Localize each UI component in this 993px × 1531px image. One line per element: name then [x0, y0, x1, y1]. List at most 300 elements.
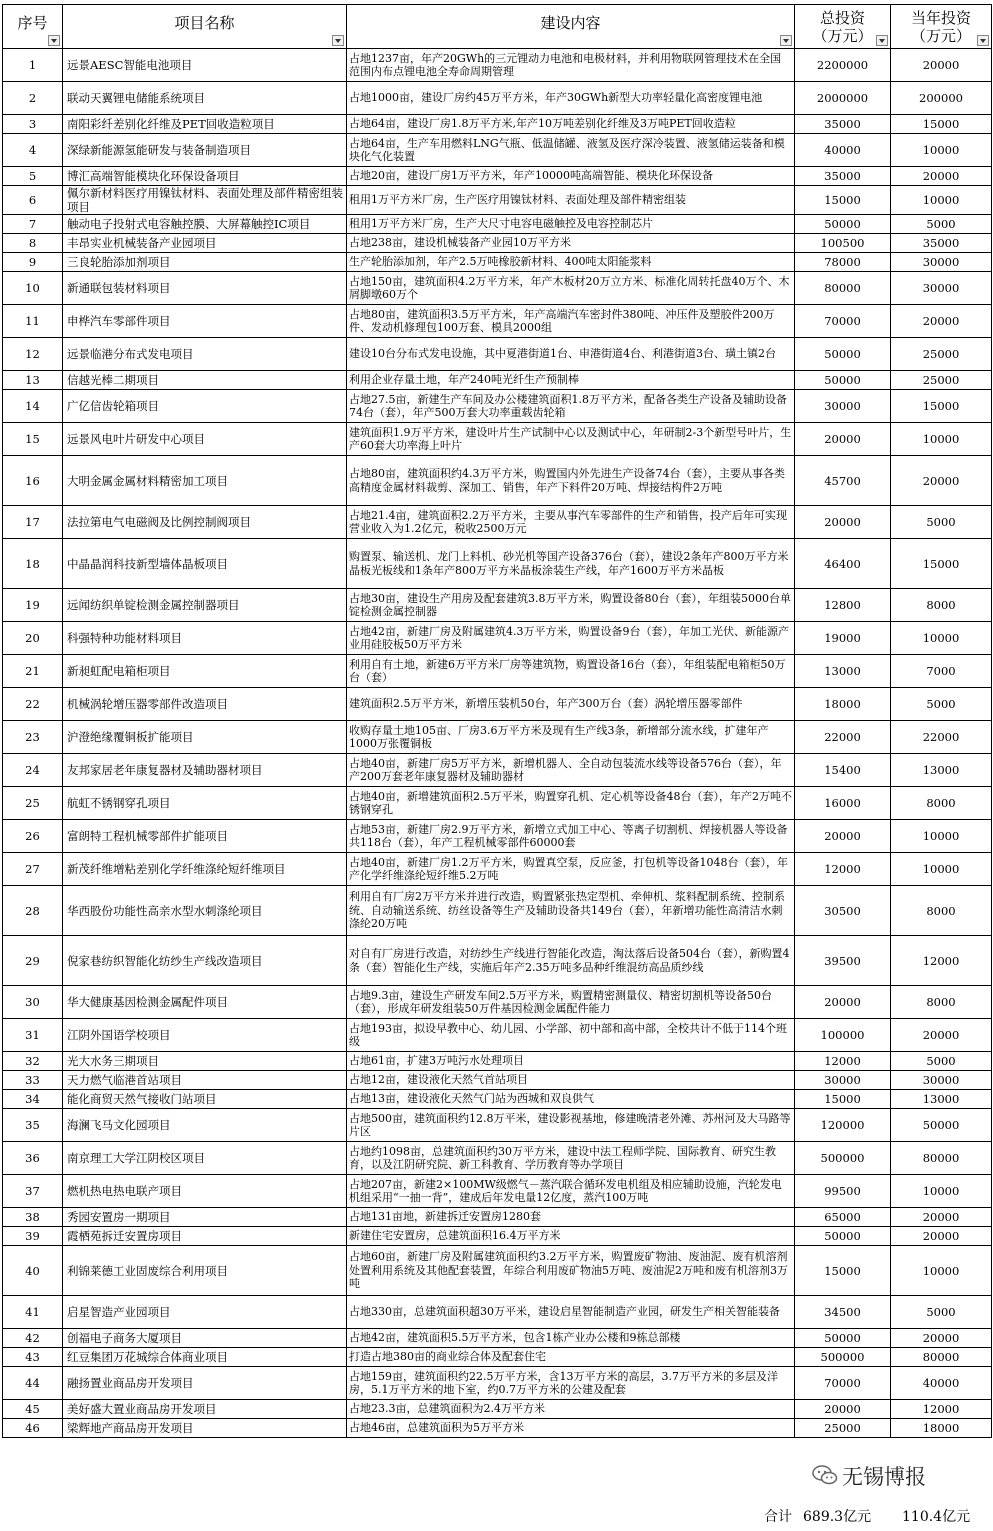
project-description[interactable]: 占地1237亩，年产20GWh的三元锂动力电池和电极材料，并利用物联网管理技术在全国范围内布点锂电池全寿命周期管理 [347, 49, 795, 82]
row-number[interactable]: 26 [3, 820, 63, 853]
row-number[interactable]: 1 [3, 49, 63, 82]
row-number[interactable]: 39 [3, 1227, 63, 1246]
table-row [3, 49, 992, 82]
table-row [3, 234, 992, 253]
row-number[interactable]: 16 [3, 456, 63, 506]
project-name[interactable]: 霞栖苑拆迁安置房项目 [63, 1227, 347, 1246]
project-description[interactable]: 利用自有厂房2万平方米并进行改造，购置紧张热定型机、牵伸机、浆料配制系统、控制系统、自动输送系统、纺丝设备等生产及辅助设备共149台（套），年新增功能性高清洁水刺涤纶20万吨 [347, 886, 795, 936]
project-description[interactable]: 占地27.5亩，新建生产车间及办公楼建筑面积1.8万平方米，配备各类生产设备及辅助设备74台（套），年产500万套大功率重载齿轮箱 [347, 390, 795, 423]
annual-investment[interactable]: 20000 [891, 305, 992, 338]
total-investment[interactable]: 100500 [795, 234, 891, 253]
project-description[interactable]: 占地1000亩，建设厂房约45万平方米，年产30GWh新型大功率轻量化高密度锂电池 [347, 82, 795, 115]
table-row [3, 338, 992, 371]
project-name[interactable]: 利锦莱德工业固废综合利用项目 [63, 1246, 347, 1296]
annual-investment[interactable]: 25000 [891, 371, 992, 390]
total-investment[interactable]: 70000 [795, 1367, 891, 1400]
project-description[interactable]: 占地150亩，建筑面积4.2万平方米，年产木板材20万立方米、标准化周转托盘40万个、木屑脚墩60万个 [347, 272, 795, 305]
total-investment[interactable]: 45700 [795, 456, 891, 506]
project-name[interactable]: 航虹不锈钢穿孔项目 [63, 787, 347, 820]
annual-investment[interactable]: 5000 [891, 506, 992, 539]
table-row [3, 936, 992, 986]
header-year-unit: （万元） [910, 26, 971, 45]
table-row [3, 886, 992, 936]
annual-investment[interactable]: 15000 [891, 115, 992, 134]
project-description[interactable]: 占地46亩，总建筑面积为5万平方米 [347, 1419, 795, 1438]
project-description[interactable]: 占地40亩，新增建筑面积2.5万平米，购置穿孔机、定心机等设备48台（套），年产2万吨不锈钢穿孔 [347, 787, 795, 820]
row-number[interactable]: 14 [3, 390, 63, 423]
table-row [3, 1109, 992, 1142]
row-number[interactable]: 45 [3, 1400, 63, 1419]
row-number[interactable]: 4 [3, 134, 63, 167]
project-name[interactable]: 博汇高端智能模块化环保设备项目 [63, 167, 347, 186]
total-investment[interactable]: 15000 [795, 1090, 891, 1109]
project-name[interactable]: 友邦家居老年康复器材及辅助器材项目 [63, 754, 347, 787]
project-description[interactable]: 占地64亩，生产车用燃料LNG气瓶、低温储罐、液氢及医疗深冷装置、液氢储运装备和模块化气化装置 [347, 134, 795, 167]
total-investment[interactable]: 500000 [795, 1142, 891, 1175]
project-name[interactable]: 中晶晶润科技新型墙体晶板项目 [63, 539, 347, 589]
project-name[interactable]: 美好盛大置业商品房开发项目 [63, 1400, 347, 1419]
table-body [3, 49, 992, 1438]
project-description[interactable]: 占地159亩，建筑面积约22.5万平方米，含13万平方米的高层，3.7万平方米的多层及洋房，5.1万平方米的地下室，约0.7万平方米的公建及配套 [347, 1367, 795, 1400]
row-number[interactable]: 44 [3, 1367, 63, 1400]
project-name[interactable]: 科强特种功能材料项目 [63, 622, 347, 655]
filter-dropdown-icon[interactable] [332, 35, 344, 46]
annual-investment[interactable]: 30000 [891, 1071, 992, 1090]
project-description[interactable]: 对自有厂房进行改造，对纺纱生产线进行智能化改造，淘汰落后设备504台（套），新购置4条（套）智能化生产线，实施后年产2.35万吨多品种纤维混纺高品质纱线 [347, 936, 795, 986]
table-row [3, 986, 992, 1019]
annual-investment[interactable]: 200000 [891, 82, 992, 115]
annual-investment[interactable]: 13000 [891, 1090, 992, 1109]
row-number[interactable]: 32 [3, 1052, 63, 1071]
table-row [3, 1227, 992, 1246]
project-name[interactable]: 联动天翼锂电储能系统项目 [63, 82, 347, 115]
project-name[interactable]: 创福电子商务大厦项目 [63, 1329, 347, 1348]
row-number[interactable]: 3 [3, 115, 63, 134]
table-row [3, 1019, 992, 1052]
table-row [3, 82, 992, 115]
row-number[interactable]: 40 [3, 1246, 63, 1296]
project-description[interactable]: 占地23.3亩，总建筑面积为2.4万平方米 [347, 1400, 795, 1419]
annual-investment[interactable]: 5000 [891, 688, 992, 721]
row-number[interactable]: 19 [3, 589, 63, 622]
project-name[interactable]: 启星智造产业园项目 [63, 1296, 347, 1329]
table-row [3, 1348, 992, 1367]
project-description[interactable]: 租用1万平方米厂房，生产医疗用镍钛材料、表面处理及部件精密组装 [347, 186, 795, 215]
row-number[interactable]: 9 [3, 253, 63, 272]
total-investment[interactable]: 500000 [795, 1348, 891, 1367]
table-row [3, 1329, 992, 1348]
project-description[interactable]: 占地131亩地，新建拆迁安置房1280套 [347, 1208, 795, 1227]
table-row [3, 272, 992, 305]
row-number[interactable]: 23 [3, 721, 63, 754]
total-investment[interactable]: 22000 [795, 721, 891, 754]
row-number[interactable]: 7 [3, 215, 63, 234]
summary-label: 合计 [764, 1509, 792, 1525]
row-number[interactable]: 20 [3, 622, 63, 655]
project-description[interactable]: 占地42亩，建筑面积5.5万平方米，包含1栋产业办公楼和9栋总部楼 [347, 1329, 795, 1348]
total-investment[interactable]: 20000 [795, 506, 891, 539]
total-investment[interactable]: 50000 [795, 215, 891, 234]
project-name[interactable]: 倪家巷纺织智能化纺纱生产线改造项目 [63, 936, 347, 986]
annual-investment[interactable]: 30000 [891, 253, 992, 272]
table-row [3, 1175, 992, 1208]
annual-investment[interactable]: 20000 [891, 167, 992, 186]
annual-investment[interactable]: 5000 [891, 1296, 992, 1329]
total-investment[interactable]: 13000 [795, 655, 891, 688]
annual-investment[interactable]: 40000 [891, 1367, 992, 1400]
total-investment[interactable]: 19000 [795, 622, 891, 655]
total-investment[interactable]: 35000 [795, 167, 891, 186]
annual-investment[interactable]: 10000 [891, 820, 992, 853]
project-name[interactable]: 梁辉地产商品房开发项目 [63, 1419, 347, 1438]
table-row [3, 1246, 992, 1296]
project-name[interactable]: 机械涡轮增压器零部件改造项目 [63, 688, 347, 721]
annual-investment[interactable]: 18000 [891, 1419, 992, 1438]
row-number[interactable]: 35 [3, 1109, 63, 1142]
row-number[interactable]: 43 [3, 1348, 63, 1367]
table-row [3, 1367, 992, 1400]
row-number[interactable]: 21 [3, 655, 63, 688]
header-total-unit: （万元） [812, 26, 873, 45]
total-investment[interactable]: 34500 [795, 1296, 891, 1329]
summary-year: 110.4亿元 [902, 1509, 971, 1525]
total-investment[interactable]: 70000 [795, 305, 891, 338]
filter-dropdown-icon[interactable] [977, 35, 989, 46]
total-investment[interactable]: 50000 [795, 1227, 891, 1246]
row-number[interactable]: 27 [3, 853, 63, 886]
summary-total: 689.3亿元 [803, 1509, 872, 1525]
annual-investment[interactable]: 12000 [891, 1400, 992, 1419]
total-investment[interactable]: 20000 [795, 423, 891, 456]
row-number[interactable]: 33 [3, 1071, 63, 1090]
annual-investment[interactable]: 20000 [891, 1227, 992, 1246]
header-total-label: 总投资 [819, 8, 865, 27]
annual-investment[interactable]: 80000 [891, 1142, 992, 1175]
project-name[interactable]: 大明金属金属材料精密加工项目 [63, 456, 347, 506]
row-number[interactable]: 25 [3, 787, 63, 820]
row-number[interactable]: 10 [3, 272, 63, 305]
project-description[interactable]: 占地61亩，扩建3万吨污水处理项目 [347, 1052, 795, 1071]
annual-investment[interactable]: 20000 [891, 1019, 992, 1052]
annual-investment[interactable]: 7000 [891, 655, 992, 688]
annual-investment[interactable]: 10000 [891, 134, 992, 167]
row-number[interactable]: 34 [3, 1090, 63, 1109]
filter-dropdown-icon[interactable] [876, 35, 888, 46]
annual-investment[interactable]: 50000 [891, 1109, 992, 1142]
header-desc-label: 建设内容 [540, 13, 601, 32]
project-name[interactable]: 华大健康基因检测金属配件项目 [63, 986, 347, 1019]
project-name[interactable]: 融扬置业商品房开发项目 [63, 1367, 347, 1400]
row-number[interactable]: 15 [3, 423, 63, 456]
project-name[interactable]: 秀园安置房一期项目 [63, 1208, 347, 1227]
header-desc [347, 5, 795, 49]
project-description[interactable]: 建筑面积2.5万平方米，新增压装机50台，年产300万台（套）涡轮增压器零部件 [347, 688, 795, 721]
investment-table [2, 4, 992, 1438]
annual-investment[interactable]: 20000 [891, 1208, 992, 1227]
project-description[interactable]: 占地40亩，新建厂房1.2万平方米，购置真空泵，反应釜，打包机等设备1048台（套），年产化学纤维涤纶短纤维5.2万吨 [347, 853, 795, 886]
table-row [3, 539, 992, 589]
annual-investment[interactable]: 30000 [891, 272, 992, 305]
total-investment[interactable]: 100000 [795, 1019, 891, 1052]
row-number[interactable]: 46 [3, 1419, 63, 1438]
project-description[interactable]: 新建住宅安置房，总建筑面积16.4万平方米 [347, 1227, 795, 1246]
table-row [3, 186, 992, 215]
row-number[interactable]: 18 [3, 539, 63, 589]
table-row [3, 1090, 992, 1109]
total-investment[interactable]: 18000 [795, 688, 891, 721]
project-name[interactable]: 远闻纺织单锭检测金属控制器项目 [63, 589, 347, 622]
table-row [3, 134, 992, 167]
annual-investment[interactable]: 10000 [891, 1175, 992, 1208]
total-investment[interactable]: 30000 [795, 390, 891, 423]
total-investment[interactable]: 65000 [795, 1208, 891, 1227]
annual-investment[interactable]: 10000 [891, 853, 992, 886]
project-description[interactable]: 打造占地380亩的商业综合体及配套住宅 [347, 1348, 795, 1367]
row-number[interactable]: 13 [3, 371, 63, 390]
project-name[interactable]: 法拉第电气电磁阀及比例控制阀项目 [63, 506, 347, 539]
project-description[interactable]: 占地42亩，新建厂房及附属建筑4.3万平方米，购置设备9台（套），年加工光伏、新能源产业用硅胶板50万平方米 [347, 622, 795, 655]
total-investment[interactable]: 99500 [795, 1175, 891, 1208]
row-number[interactable]: 11 [3, 305, 63, 338]
row-number[interactable]: 38 [3, 1208, 63, 1227]
table-row [3, 1071, 992, 1090]
row-number[interactable]: 24 [3, 754, 63, 787]
total-investment[interactable]: 120000 [795, 1109, 891, 1142]
project-description[interactable]: 占地13亩，建设液化天然气门站为西城和双良供气 [347, 1090, 795, 1109]
project-description[interactable]: 建筑面积1.9万平方米，建设叶片生产试制中心以及测试中心，年研制2-3个新型号叶片，生产60套大功率海上叶片 [347, 423, 795, 456]
header-no-label: 序号 [17, 13, 48, 32]
annual-investment[interactable]: 10000 [891, 423, 992, 456]
table-row [3, 688, 992, 721]
project-description[interactable]: 占地21.4亩，建筑面积2.2万平方米，主要从事汽车零部件的生产和销售，投产后年可实现营业收入为1.2亿元，税收2500万元 [347, 506, 795, 539]
project-description[interactable]: 占地约1098亩，总建筑面积约30万平方米，建设中法工程师学院、国际教育、研究生教育，以及江阴研究院、新工科教育、学历教育等办学项目 [347, 1142, 795, 1175]
annual-investment[interactable]: 15000 [891, 390, 992, 423]
annual-investment[interactable]: 20000 [891, 1329, 992, 1348]
header-name [63, 5, 347, 49]
table-row [3, 787, 992, 820]
project-name[interactable]: 广亿信齿轮箱项目 [63, 390, 347, 423]
header-no [3, 5, 63, 49]
project-description[interactable]: 租用1万平方米厂房，生产大尺寸电容电磁触控及电容控制芯片 [347, 215, 795, 234]
project-description[interactable]: 占地40亩，新建厂房5万平方米，新增机器人、全自动包装流水线等设备576台（套），年产200万套老年康复器材及辅助器材 [347, 754, 795, 787]
project-name[interactable]: 红豆集团万花城综合体商业项目 [63, 1348, 347, 1367]
annual-investment[interactable]: 8000 [891, 986, 992, 1019]
summary-row [0, 1494, 993, 1531]
project-name[interactable]: 深绿新能源氢能研发与装备制造项目 [63, 134, 347, 167]
row-number[interactable]: 30 [3, 986, 63, 1019]
row-number[interactable]: 5 [3, 167, 63, 186]
table-row [3, 390, 992, 423]
project-name[interactable]: 远景临港分布式发电项目 [63, 338, 347, 371]
project-name[interactable]: 新昶虹配电箱柜项目 [63, 655, 347, 688]
annual-investment[interactable]: 13000 [891, 754, 992, 787]
annual-investment[interactable]: 8000 [891, 886, 992, 936]
project-name[interactable]: 远景风电叶片研发中心项目 [63, 423, 347, 456]
table-row [3, 622, 992, 655]
annual-investment[interactable]: 20000 [891, 49, 992, 82]
project-name[interactable]: 能化商贸天然气接收门站项目 [63, 1090, 347, 1109]
annual-investment[interactable]: 8000 [891, 589, 992, 622]
row-number[interactable]: 8 [3, 234, 63, 253]
project-description[interactable]: 占地20亩，建设厂房1万平方米，年产10000吨高端智能、模块化环保设备 [347, 167, 795, 186]
project-name[interactable]: 新茂纤维增粘差别化学纤维涤纶短纤维项目 [63, 853, 347, 886]
table-row [3, 853, 992, 886]
row-number[interactable]: 12 [3, 338, 63, 371]
header-year-label: 当年投资 [910, 8, 971, 27]
total-investment[interactable]: 40000 [795, 134, 891, 167]
project-name[interactable]: 燃机热电热电联产项目 [63, 1175, 347, 1208]
table-row [3, 1052, 992, 1071]
watermark-text: 无锡博报 [842, 1465, 926, 1489]
annual-investment[interactable]: 80000 [891, 1348, 992, 1367]
total-investment[interactable]: 12000 [795, 1052, 891, 1071]
total-investment[interactable]: 12800 [795, 589, 891, 622]
project-description[interactable]: 占地238亩，建设机械装备产业园10万平方米 [347, 234, 795, 253]
total-investment[interactable]: 20000 [795, 820, 891, 853]
annual-investment[interactable]: 10000 [891, 1246, 992, 1296]
total-investment[interactable]: 15000 [795, 186, 891, 215]
project-description[interactable]: 占地80亩，建筑面积3.5万平方米，年产高端汽车密封件380吨、冲压件及塑胶件200万件、发动机修理包100万套、模具2000组 [347, 305, 795, 338]
project-description[interactable]: 购置泵、输送机、龙门上料机、砂光机等国产设备376台（套），建设2条年产800万平方米晶板光板线和1条年产800万平方米晶板涂装生产线，年产1600万平方米晶板 [347, 539, 795, 589]
table-row [3, 305, 992, 338]
row-number[interactable]: 42 [3, 1329, 63, 1348]
project-description[interactable]: 占地330亩，总建筑面积超30万平米，建设启星智能制造产业园，研发生产相关智能装备 [347, 1296, 795, 1329]
annual-investment[interactable]: 35000 [891, 234, 992, 253]
total-investment[interactable]: 12000 [795, 853, 891, 886]
project-name[interactable]: 触动电子投射式电容触控膜、大屏幕触控IC项目 [63, 215, 347, 234]
project-name[interactable]: 远景AESC智能电池项目 [63, 49, 347, 82]
project-name[interactable]: 南京理工大学江阴校区项目 [63, 1142, 347, 1175]
annual-investment[interactable]: 12000 [891, 936, 992, 986]
total-investment[interactable]: 80000 [795, 272, 891, 305]
total-investment[interactable]: 50000 [795, 1329, 891, 1348]
total-investment[interactable]: 16000 [795, 787, 891, 820]
project-name[interactable]: 丰昂实业机械装备产业园项目 [63, 234, 347, 253]
annual-investment[interactable]: 20000 [891, 456, 992, 506]
total-investment[interactable]: 50000 [795, 371, 891, 390]
total-investment[interactable]: 15400 [795, 754, 891, 787]
project-description[interactable]: 建设10台分布式发电设施，其中夏港街道1台、申港街道4台、利港街道3台、璜土镇2台 [347, 338, 795, 371]
total-investment[interactable]: 20000 [795, 986, 891, 1019]
row-number[interactable]: 17 [3, 506, 63, 539]
table-row [3, 1400, 992, 1419]
header-name-label: 项目名称 [174, 13, 235, 32]
row-number[interactable]: 41 [3, 1296, 63, 1329]
project-description[interactable]: 占地12亩，建设液化天然气首站项目 [347, 1071, 795, 1090]
annual-investment[interactable]: 5000 [891, 1052, 992, 1071]
table-row [3, 721, 992, 754]
total-investment[interactable]: 50000 [795, 338, 891, 371]
project-description[interactable]: 占地64亩，建设厂房1.8万平方米,年产10万吨差别化纤维及3万吨PET回收造粒 [347, 115, 795, 134]
table-row [3, 589, 992, 622]
project-name[interactable]: 三良轮胎添加剂项目 [63, 253, 347, 272]
project-name[interactable]: 海澜飞马文化园项目 [63, 1109, 347, 1142]
project-name[interactable]: 新通联包装材料项目 [63, 272, 347, 305]
project-name[interactable]: 光大水务三期项目 [63, 1052, 347, 1071]
project-description[interactable]: 占地30亩，建设生产用房及配套建筑3.8万平方米，购置设备80台（套），年组装5000台单锭检测金属控制器 [347, 589, 795, 622]
annual-investment[interactable]: 10000 [891, 186, 992, 215]
table-row [3, 1142, 992, 1175]
project-description[interactable]: 占地53亩，新建厂房2.9万平方米，新增立式加工中心、等离子切割机、焊接机器人等设备共118台（套），年产工程机械零部件60000套 [347, 820, 795, 853]
row-number[interactable]: 31 [3, 1019, 63, 1052]
project-name[interactable]: 富朗特工程机械零部件扩能项目 [63, 820, 347, 853]
filter-dropdown-icon[interactable] [48, 35, 60, 46]
annual-investment[interactable]: 22000 [891, 721, 992, 754]
project-description[interactable]: 占地207亩，新建2×100MW级燃气－蒸汽联合循环发电机组及相应辅助设施，汽轮发电机组采用“一抽一背”，建成后年发电量12亿度，蒸汽100万吨 [347, 1175, 795, 1208]
row-number[interactable]: 2 [3, 82, 63, 115]
annual-investment[interactable]: 25000 [891, 338, 992, 371]
total-investment[interactable]: 46400 [795, 539, 891, 589]
header-year [891, 5, 992, 49]
wechat-icon [812, 1465, 838, 1485]
total-investment[interactable]: 20000 [795, 1400, 891, 1419]
annual-investment[interactable]: 8000 [891, 787, 992, 820]
total-investment[interactable]: 78000 [795, 253, 891, 272]
table-row [3, 371, 992, 390]
project-name[interactable]: 信越光棒二期项目 [63, 371, 347, 390]
row-number[interactable]: 29 [3, 936, 63, 986]
total-investment[interactable]: 15000 [795, 1246, 891, 1296]
project-name[interactable]: 华西股份功能性高亲水型水刺涤纶项目 [63, 886, 347, 936]
project-name[interactable]: 沪澄绝缘覆铜板扩能项目 [63, 721, 347, 754]
table-row [3, 215, 992, 234]
row-number[interactable]: 37 [3, 1175, 63, 1208]
table-row [3, 167, 992, 186]
project-description[interactable]: 收购存量土地105亩、厂房3.6万平方米及现有生产线3条，新增部分流水线，扩建年产1000万张覆铜板 [347, 721, 795, 754]
project-description[interactable]: 生产轮胎添加剂，年产2.5万吨橡胶新材料、400吨太阳能浆料 [347, 253, 795, 272]
total-investment[interactable]: 39500 [795, 936, 891, 986]
table-row [3, 754, 992, 787]
table-row [3, 1296, 992, 1329]
row-number[interactable]: 36 [3, 1142, 63, 1175]
project-description[interactable]: 占地9.3亩，建设生产研发车间2.5万平方米，购置精密测量仪、精密切割机等设备50台（套），形成年研发组装50万件基因检测金属配件能力 [347, 986, 795, 1019]
project-description[interactable]: 利用自有土地，新建6万平方米厂房等建筑物，购置设备16台（套），年组装配电箱柜50万台（套） [347, 655, 795, 688]
table-row [3, 1208, 992, 1227]
table-row [3, 456, 992, 506]
project-name[interactable]: 江阴外国语学校项目 [63, 1019, 347, 1052]
project-name[interactable]: 申桦汽车零部件项目 [63, 305, 347, 338]
filter-dropdown-icon[interactable] [780, 35, 792, 46]
total-investment[interactable]: 30000 [795, 1071, 891, 1090]
row-number[interactable]: 22 [3, 688, 63, 721]
table-row [3, 655, 992, 688]
total-investment[interactable]: 30500 [795, 886, 891, 936]
project-name[interactable]: 天力燃气临港首站项目 [63, 1071, 347, 1090]
table-row [3, 506, 992, 539]
project-description[interactable]: 利用企业存量土地，年产240吨光纤生产预制棒 [347, 371, 795, 390]
project-description[interactable]: 占地193亩，拟设早教中心、幼儿园、小学部、初中部和高中部，全校共计不低于114个班级 [347, 1019, 795, 1052]
annual-investment[interactable]: 10000 [891, 622, 992, 655]
annual-investment[interactable]: 15000 [891, 539, 992, 589]
table-row [3, 115, 992, 134]
row-number[interactable]: 6 [3, 186, 63, 215]
total-investment[interactable]: 2000000 [795, 82, 891, 115]
table-row [3, 253, 992, 272]
project-description[interactable]: 占地500亩，建筑面积约12.8万平米，建设影视基地，修建晚清老外滩、苏州河及大马路等片区 [347, 1109, 795, 1142]
row-number[interactable]: 28 [3, 886, 63, 936]
table-row [3, 820, 992, 853]
header-total [795, 5, 891, 49]
project-description[interactable]: 占地60亩，新建厂房及附属建筑面积约3.2万平方米，购置废矿物油、废油泥、废有机溶剂处置利用系统及其他配套装置，年综合利用废矿物油5万吨、废油泥2万吨和废有机溶剂3万吨 [347, 1246, 795, 1296]
project-description[interactable]: 占地80亩，建筑面积约4.3万平方米，购置国内外先进生产设备74台（套），主要从事各类高精度金属材料裁剪、深加工、销售，年产下料件20万吨、焊接结构件2万吨 [347, 456, 795, 506]
table-row [3, 1419, 992, 1438]
project-name[interactable]: 佩尔新材料医疗用镍钛材料、表面处理及部件精密组装项目 [63, 186, 347, 215]
total-investment[interactable]: 35000 [795, 115, 891, 134]
annual-investment[interactable]: 5000 [891, 215, 992, 234]
total-investment[interactable]: 25000 [795, 1419, 891, 1438]
total-investment[interactable]: 2200000 [795, 49, 891, 82]
project-name[interactable]: 南阳彩纤差别化纤维及PET回收造粒项目 [63, 115, 347, 134]
